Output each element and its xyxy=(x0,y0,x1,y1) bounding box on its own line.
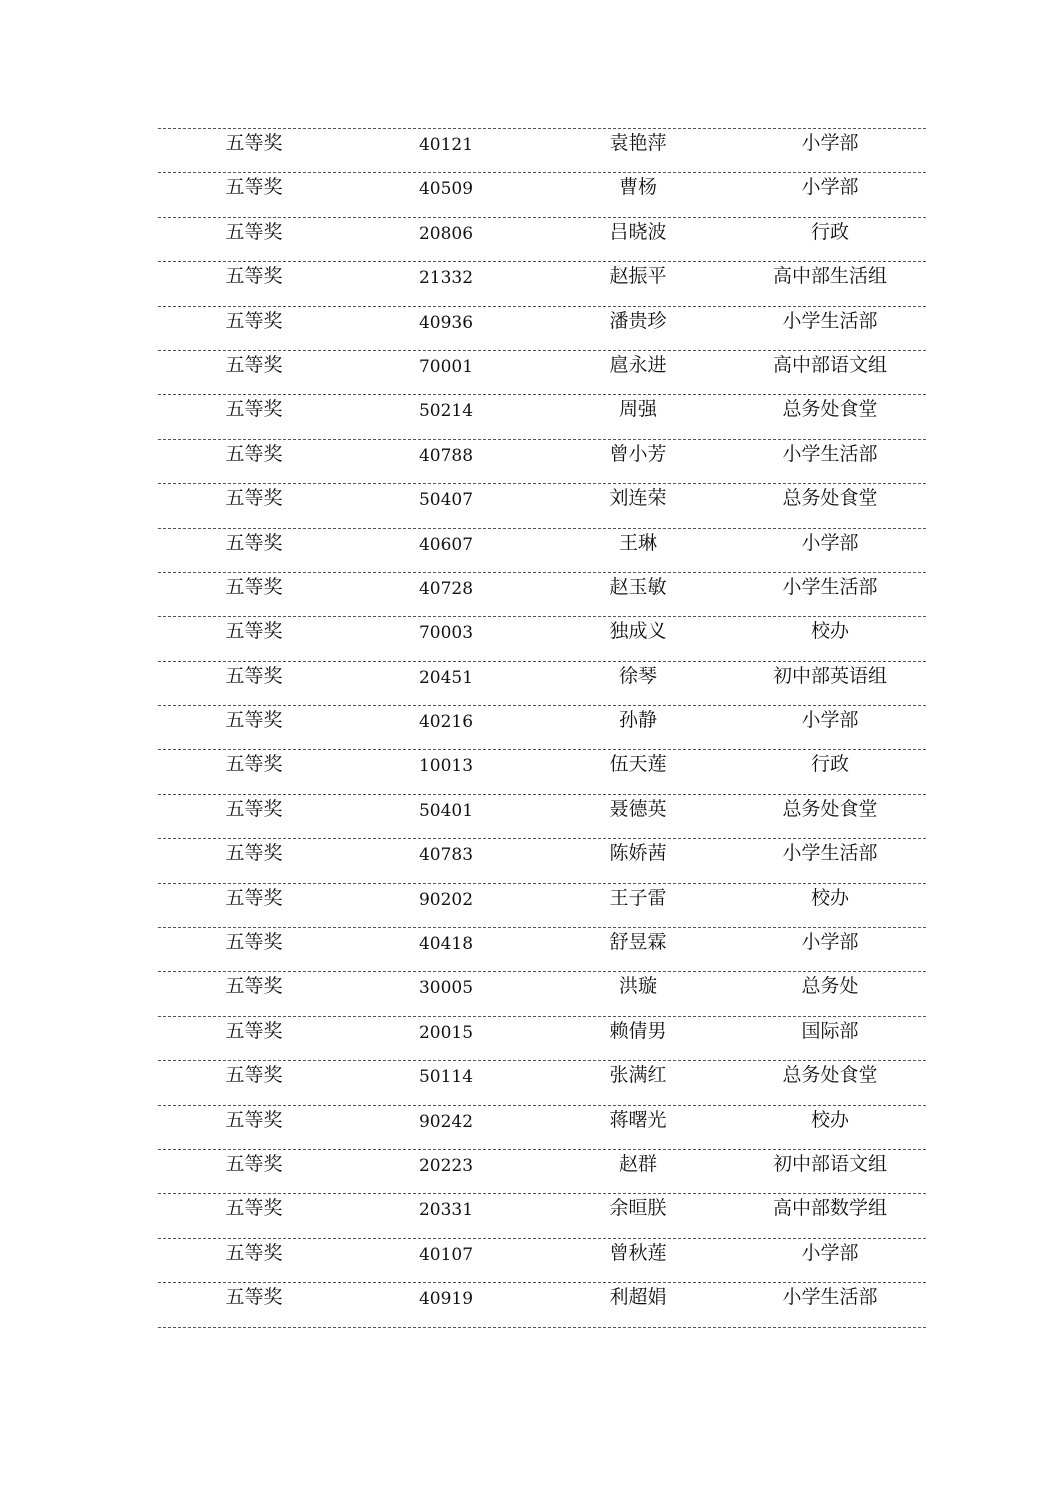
person-name-cell: 舒昱霖 xyxy=(609,931,667,954)
person-name-cell: 赖倩男 xyxy=(609,1019,667,1042)
person-name-cell: 利超娟 xyxy=(609,1286,667,1309)
department-cell: 总务处食堂 xyxy=(782,398,878,421)
person-name-cell: 赵玉敏 xyxy=(609,575,667,598)
person-name-cell: 徐琴 xyxy=(618,664,657,687)
employee-code-cell: 50114 xyxy=(418,1067,474,1088)
award-level-cell: 五等奖 xyxy=(225,753,283,776)
person-name-cell: 吕晓波 xyxy=(609,220,667,243)
table-row xyxy=(158,1149,926,1193)
person-name-cell: 扈永进 xyxy=(609,353,667,376)
person-name-cell: 张满红 xyxy=(609,1064,667,1087)
department-cell: 小学生活部 xyxy=(782,309,878,332)
person-name-cell: 余晅朕 xyxy=(609,1197,667,1220)
department-cell: 小学部 xyxy=(801,931,859,954)
employee-code-cell: 20223 xyxy=(418,1155,474,1176)
department-cell: 总务处食堂 xyxy=(782,797,878,820)
department-cell: 国际部 xyxy=(801,1019,859,1042)
award-level-cell: 五等奖 xyxy=(225,1241,283,1264)
department-cell: 行政 xyxy=(810,753,849,776)
award-level-cell: 五等奖 xyxy=(225,1152,283,1175)
award-level-cell: 五等奖 xyxy=(225,442,283,465)
table-row xyxy=(158,394,926,438)
person-name-cell: 赵振平 xyxy=(609,265,667,288)
award-level-cell: 五等奖 xyxy=(225,1019,283,1042)
table-row xyxy=(158,528,926,572)
person-name-cell: 曾秋莲 xyxy=(609,1241,667,1264)
table-row xyxy=(158,1016,926,1060)
person-name-cell: 刘连荣 xyxy=(609,487,667,510)
person-name-cell: 潘贵珍 xyxy=(609,309,667,332)
table-row xyxy=(158,483,926,527)
department-cell: 小学生活部 xyxy=(782,575,878,598)
department-cell: 高中部语文组 xyxy=(772,353,887,376)
award-level-cell: 五等奖 xyxy=(225,931,283,954)
employee-code-cell: 20806 xyxy=(418,223,474,244)
person-name-cell: 蒋曙光 xyxy=(609,1108,667,1131)
department-cell: 小学部 xyxy=(801,1241,859,1264)
person-name-cell: 孙静 xyxy=(618,709,657,732)
table-row xyxy=(158,838,926,882)
person-name-cell: 曾小芳 xyxy=(609,442,667,465)
employee-code-cell: 40121 xyxy=(418,135,474,155)
table-row xyxy=(158,439,926,483)
employee-code-cell: 40783 xyxy=(418,845,474,866)
person-name-cell: 聂德英 xyxy=(609,797,667,820)
award-table xyxy=(158,128,926,1328)
person-name-cell: 周强 xyxy=(618,398,657,421)
department-cell: 小学部 xyxy=(801,709,859,732)
award-level-cell: 五等奖 xyxy=(225,487,283,510)
award-level-cell: 五等奖 xyxy=(225,1286,283,1309)
person-name-cell: 陈娇茜 xyxy=(609,842,667,865)
person-name-cell: 王琳 xyxy=(618,531,657,554)
table-row xyxy=(158,1238,926,1282)
department-cell: 小学部 xyxy=(801,531,859,554)
table-row xyxy=(158,971,926,1015)
employee-code-cell: 40107 xyxy=(418,1244,474,1265)
award-level-cell: 五等奖 xyxy=(225,398,283,421)
award-level-cell: 五等奖 xyxy=(225,797,283,820)
table-row xyxy=(158,128,926,172)
person-name-cell: 曹杨 xyxy=(618,176,657,199)
table-row xyxy=(158,794,926,838)
employee-code-cell: 21332 xyxy=(418,268,474,289)
department-cell: 高中部数学组 xyxy=(772,1197,887,1220)
table-row xyxy=(158,1282,926,1326)
person-name-cell: 独成义 xyxy=(609,620,667,643)
table-row xyxy=(158,217,926,261)
employee-code-cell: 40418 xyxy=(418,934,474,955)
employee-code-cell: 40919 xyxy=(418,1289,474,1310)
person-name-cell: 赵群 xyxy=(618,1152,657,1175)
employee-code-cell: 40607 xyxy=(418,534,474,555)
department-cell: 总务处食堂 xyxy=(782,1064,878,1087)
employee-code-cell: 40788 xyxy=(418,445,474,466)
award-level-cell: 五等奖 xyxy=(225,575,283,598)
employee-code-cell: 30005 xyxy=(418,978,474,999)
award-level-cell: 五等奖 xyxy=(225,1108,283,1131)
table-row xyxy=(158,350,926,394)
person-name-cell: 伍天莲 xyxy=(609,753,667,776)
employee-code-cell: 40728 xyxy=(418,578,474,599)
award-level-cell: 五等奖 xyxy=(225,309,283,332)
award-level-cell: 五等奖 xyxy=(225,265,283,288)
award-level-cell: 五等奖 xyxy=(225,886,283,909)
table-row xyxy=(158,661,926,705)
award-level-cell: 五等奖 xyxy=(225,664,283,687)
table-bottom-rule xyxy=(158,1327,926,1328)
employee-code-cell: 20015 xyxy=(418,1022,474,1043)
table-row xyxy=(158,261,926,305)
table-row xyxy=(158,172,926,216)
department-cell: 小学部 xyxy=(801,132,859,154)
department-cell: 校办 xyxy=(810,620,849,643)
employee-code-cell: 70003 xyxy=(418,623,474,644)
award-level-cell: 五等奖 xyxy=(225,132,283,154)
department-cell: 高中部生活组 xyxy=(772,265,887,288)
employee-code-cell: 50214 xyxy=(418,401,474,422)
department-cell: 校办 xyxy=(810,886,849,909)
table-row xyxy=(158,927,926,971)
department-cell: 总务处 xyxy=(801,975,859,998)
award-level-cell: 五等奖 xyxy=(225,1064,283,1087)
employee-code-cell: 50407 xyxy=(418,490,474,511)
table-row xyxy=(158,1105,926,1149)
department-cell: 总务处食堂 xyxy=(782,487,878,510)
employee-code-cell: 40216 xyxy=(418,712,474,733)
employee-code-cell: 50401 xyxy=(418,800,474,821)
table-row xyxy=(158,705,926,749)
employee-code-cell: 90202 xyxy=(418,889,474,910)
employee-code-cell: 40509 xyxy=(418,179,474,200)
award-level-cell: 五等奖 xyxy=(225,975,283,998)
award-level-cell: 五等奖 xyxy=(225,842,283,865)
department-cell: 初中部语文组 xyxy=(772,1152,887,1175)
award-level-cell: 五等奖 xyxy=(225,620,283,643)
department-cell: 小学生活部 xyxy=(782,842,878,865)
employee-code-cell: 40936 xyxy=(418,312,474,333)
table-row xyxy=(158,1193,926,1237)
person-name-cell: 洪璇 xyxy=(618,975,657,998)
award-level-cell: 五等奖 xyxy=(225,531,283,554)
department-cell: 小学生活部 xyxy=(782,442,878,465)
award-level-cell: 五等奖 xyxy=(225,1197,283,1220)
table-row xyxy=(158,306,926,350)
table-row xyxy=(158,616,926,660)
department-cell: 小学生活部 xyxy=(782,1286,878,1309)
person-name-cell: 王子雷 xyxy=(609,886,667,909)
table-row xyxy=(158,1060,926,1104)
table-row xyxy=(158,883,926,927)
table-row xyxy=(158,749,926,793)
employee-code-cell: 20331 xyxy=(418,1200,474,1221)
table-row xyxy=(158,572,926,616)
award-level-cell: 五等奖 xyxy=(225,709,283,732)
person-name-cell: 袁艳萍 xyxy=(609,132,667,154)
award-level-cell: 五等奖 xyxy=(225,176,283,199)
department-cell: 小学部 xyxy=(801,176,859,199)
employee-code-cell: 20451 xyxy=(418,667,474,688)
employee-code-cell: 10013 xyxy=(418,756,474,777)
employee-code-cell: 70001 xyxy=(418,356,474,377)
department-cell: 行政 xyxy=(810,220,849,243)
employee-code-cell: 90242 xyxy=(418,1111,474,1132)
department-cell: 初中部英语组 xyxy=(772,664,887,687)
award-level-cell: 五等奖 xyxy=(225,353,283,376)
department-cell: 校办 xyxy=(810,1108,849,1131)
award-level-cell: 五等奖 xyxy=(225,220,283,243)
